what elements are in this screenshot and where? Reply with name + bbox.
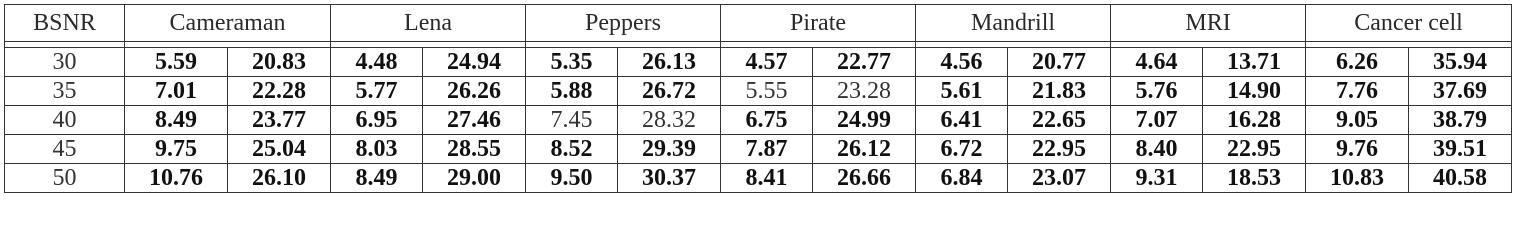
value-cell-second: 18.53 bbox=[1203, 164, 1306, 193]
value-cell-first: 5.76 bbox=[1111, 77, 1203, 106]
value-cell-first: 6.75 bbox=[721, 106, 813, 135]
table-row bbox=[5, 135, 1512, 164]
bsnr-cell: 45 bbox=[5, 135, 125, 164]
value-cell-first: 8.49 bbox=[331, 164, 423, 193]
value-cell-first: 7.07 bbox=[1111, 106, 1203, 135]
table-row bbox=[5, 77, 1512, 106]
header-lena: Lena bbox=[331, 5, 526, 42]
value-cell-second: 26.72 bbox=[618, 77, 721, 106]
header-cancer-cell: Cancer cell bbox=[1306, 5, 1512, 42]
value-cell-first: 5.35 bbox=[526, 48, 618, 77]
value-cell-first: 9.75 bbox=[125, 135, 228, 164]
bsnr-cell: 35 bbox=[5, 77, 125, 106]
value-cell-second: 23.28 bbox=[813, 77, 916, 106]
value-cell-first: 7.76 bbox=[1306, 77, 1409, 106]
value-cell-first: 6.41 bbox=[916, 106, 1008, 135]
value-cell-first: 7.87 bbox=[721, 135, 813, 164]
value-cell-second: 26.66 bbox=[813, 164, 916, 193]
value-cell-first: 8.40 bbox=[1111, 135, 1203, 164]
value-cell-second: 30.37 bbox=[618, 164, 721, 193]
value-cell-first: 10.76 bbox=[125, 164, 228, 193]
value-cell-second: 26.10 bbox=[228, 164, 331, 193]
value-cell-second: 35.94 bbox=[1409, 48, 1512, 77]
value-cell-first: 5.88 bbox=[526, 77, 618, 106]
results-table-container bbox=[4, 4, 1510, 193]
value-cell-first: 4.56 bbox=[916, 48, 1008, 77]
value-cell-second: 29.00 bbox=[423, 164, 526, 193]
value-cell-second: 22.77 bbox=[813, 48, 916, 77]
header-cameraman: Cameraman bbox=[125, 5, 331, 42]
value-cell-second: 16.28 bbox=[1203, 106, 1306, 135]
value-cell-first: 4.57 bbox=[721, 48, 813, 77]
value-cell-second: 26.12 bbox=[813, 135, 916, 164]
value-cell-second: 14.90 bbox=[1203, 77, 1306, 106]
value-cell-first: 5.55 bbox=[721, 77, 813, 106]
value-cell-second: 20.83 bbox=[228, 48, 331, 77]
value-cell-first: 9.50 bbox=[526, 164, 618, 193]
value-cell-second: 24.99 bbox=[813, 106, 916, 135]
value-cell-first: 5.77 bbox=[331, 77, 423, 106]
value-cell-first: 9.05 bbox=[1306, 106, 1409, 135]
bsnr-cell: 30 bbox=[5, 48, 125, 77]
header-mandrill: Mandrill bbox=[916, 5, 1111, 42]
value-cell-first: 8.03 bbox=[331, 135, 423, 164]
value-cell-second: 20.77 bbox=[1008, 48, 1111, 77]
value-cell-second: 23.07 bbox=[1008, 164, 1111, 193]
header-row bbox=[5, 5, 1512, 42]
value-cell-first: 6.84 bbox=[916, 164, 1008, 193]
value-cell-first: 6.95 bbox=[331, 106, 423, 135]
value-cell-first: 4.64 bbox=[1111, 48, 1203, 77]
value-cell-first: 8.41 bbox=[721, 164, 813, 193]
value-cell-second: 24.94 bbox=[423, 48, 526, 77]
table-row bbox=[5, 106, 1512, 135]
value-cell-second: 28.55 bbox=[423, 135, 526, 164]
value-cell-first: 6.72 bbox=[916, 135, 1008, 164]
value-cell-second: 23.77 bbox=[228, 106, 331, 135]
value-cell-first: 7.45 bbox=[526, 106, 618, 135]
table-header bbox=[5, 5, 1512, 42]
header-mri: MRI bbox=[1111, 5, 1306, 42]
value-cell-second: 21.83 bbox=[1008, 77, 1111, 106]
value-cell-first: 7.01 bbox=[125, 77, 228, 106]
value-cell-second: 39.51 bbox=[1409, 135, 1512, 164]
value-cell-first: 9.76 bbox=[1306, 135, 1409, 164]
header-pirate: Pirate bbox=[721, 5, 916, 42]
value-cell-second: 13.71 bbox=[1203, 48, 1306, 77]
header-bsnr: BSNR bbox=[5, 5, 125, 42]
value-cell-first: 6.26 bbox=[1306, 48, 1409, 77]
bsnr-cell: 50 bbox=[5, 164, 125, 193]
value-cell-first: 4.48 bbox=[331, 48, 423, 77]
value-cell-second: 29.39 bbox=[618, 135, 721, 164]
value-cell-first: 9.31 bbox=[1111, 164, 1203, 193]
header-peppers: Peppers bbox=[526, 5, 721, 42]
value-cell-first: 8.49 bbox=[125, 106, 228, 135]
table-row bbox=[5, 48, 1512, 77]
value-cell-first: 5.59 bbox=[125, 48, 228, 77]
value-cell-second: 25.04 bbox=[228, 135, 331, 164]
value-cell-second: 22.28 bbox=[228, 77, 331, 106]
value-cell-first: 5.61 bbox=[916, 77, 1008, 106]
value-cell-second: 26.13 bbox=[618, 48, 721, 77]
value-cell-first: 8.52 bbox=[526, 135, 618, 164]
value-cell-second: 26.26 bbox=[423, 77, 526, 106]
value-cell-second: 40.58 bbox=[1409, 164, 1512, 193]
bsnr-cell: 40 bbox=[5, 106, 125, 135]
table-body bbox=[5, 48, 1512, 193]
value-cell-second: 22.95 bbox=[1203, 135, 1306, 164]
value-cell-second: 22.65 bbox=[1008, 106, 1111, 135]
value-cell-second: 27.46 bbox=[423, 106, 526, 135]
value-cell-second: 28.32 bbox=[618, 106, 721, 135]
value-cell-second: 22.95 bbox=[1008, 135, 1111, 164]
value-cell-first: 10.83 bbox=[1306, 164, 1409, 193]
value-cell-second: 37.69 bbox=[1409, 77, 1512, 106]
results-table bbox=[4, 4, 1512, 193]
value-cell-second: 38.79 bbox=[1409, 106, 1512, 135]
table-row bbox=[5, 164, 1512, 193]
